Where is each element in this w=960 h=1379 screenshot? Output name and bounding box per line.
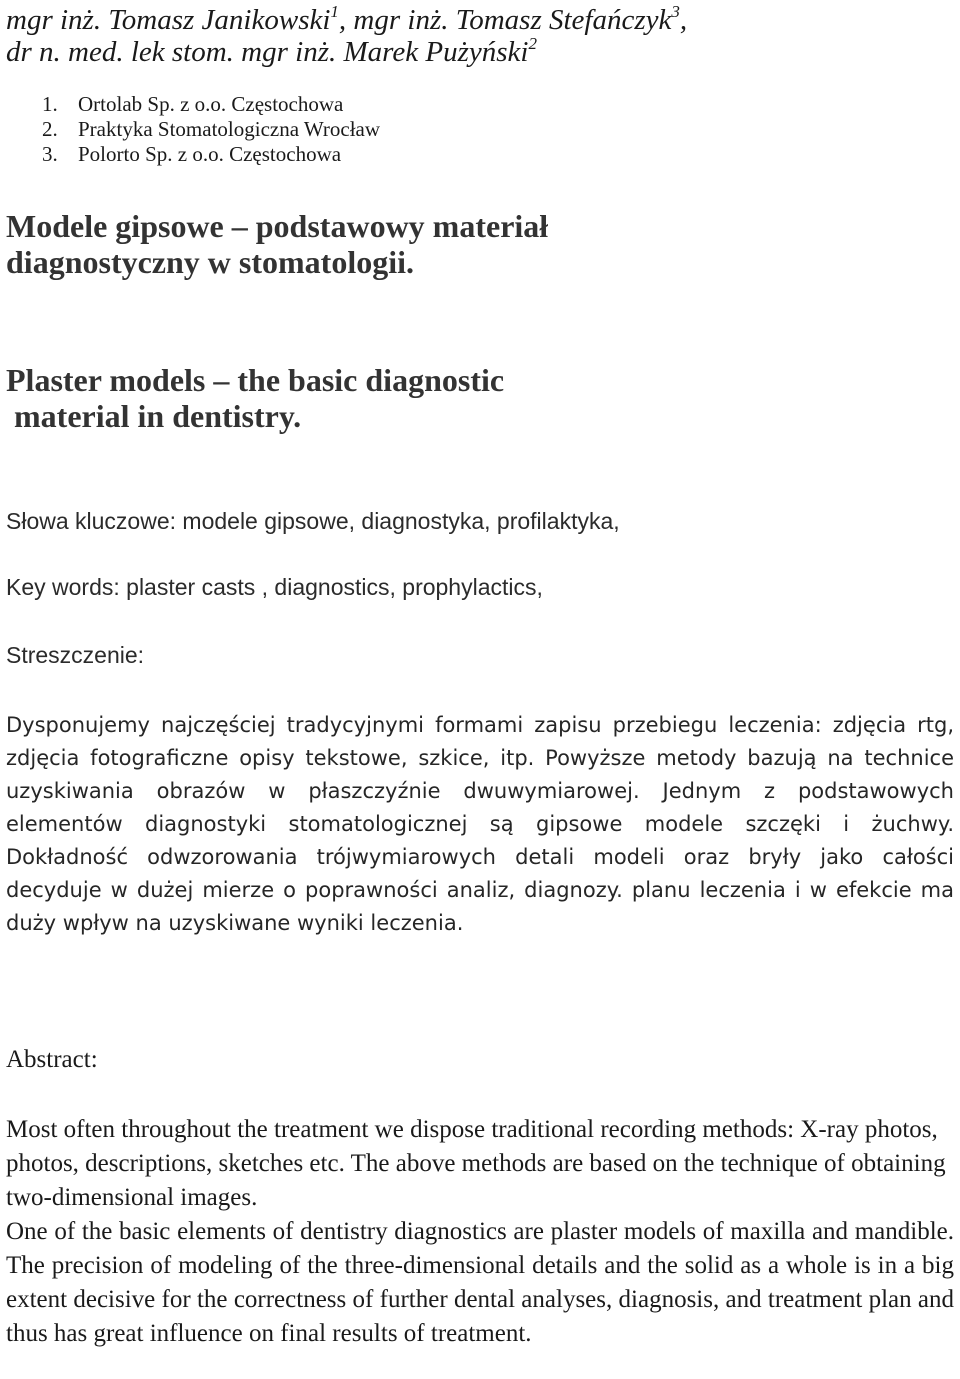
abstract-paragraph: Most often throughout the treatment we dispose traditional recording methods: X-ray photos, photos, descriptions, sketches etc. The above methods are based on the technique of obtaining two-dimensional images.: [6, 1116, 946, 1211]
affiliation-marker: 2: [528, 34, 537, 53]
affiliation-number: 2.: [42, 117, 58, 141]
abstract-heading: Abstract:: [6, 1046, 98, 1073]
author-list: [6, 4, 946, 68]
keywords-english: Key words: plaster casts , diagnostics, prophylactics,: [6, 574, 543, 600]
affiliation-item: [42, 117, 380, 142]
streszczenie-heading: Streszczenie:: [6, 642, 145, 668]
author-separator: ,: [338, 4, 354, 36]
affiliation-text: Ortolab Sp. z o.o. Częstochowa: [78, 92, 344, 116]
author-name: mgr inż. Tomasz Janikowski: [6, 4, 331, 36]
abstract-paragraph: One of the basic elements of dentistry diagnostics are plaster models of maxilla and mandible. The precision of modeling of the three-dimensional details and the solid as a whole is in a big extent decisive for the correctness of further dental analyses, diagnosis, and treatment plan and thus has great influence on final results of treatment.: [6, 1218, 954, 1347]
keywords-polish: Słowa kluczowe: modele gipsowe, diagnostyka, profilaktyka,: [6, 508, 620, 534]
title-english-line: material in dentistry.: [14, 398, 302, 434]
streszczenie-body: Dysponujemy najczęściej tradycyjnymi formami zapisu przebiegu leczenia: zdjęcia rtg, zdjęcia fotograficzne opisy tekstowe, szkice, itp. Powyższe metody bazują na technice uzyskiwania obrazów w płaszczyźnie dwuwymiarowej. Jednym z podstawowych elementów diagnostyki stomatologicznej są gipsowe modele szczęki i żuchwy. Dokładność odwzorowania trójwymiarowych detali modeli oraz bryły jako całości decyduje w dużej mierze o poprawności analiz, diagnozy. planu leczenia i w efekcie ma duży wpływ na uzyskiwane wyniki leczenia.: [6, 713, 954, 935]
author-name: dr n. med. lek stom. mgr inż. Marek Pużyński: [6, 36, 529, 68]
title-english-line: Plaster models – the basic diagnostic: [6, 362, 505, 398]
title-english: [6, 362, 706, 434]
affiliation-marker: 1: [330, 2, 339, 21]
affiliation-number: 3.: [42, 142, 58, 166]
affiliation-item: [42, 142, 380, 167]
affiliation-number: 1.: [42, 92, 58, 116]
affiliation-text: Polorto Sp. z o.o. Częstochowa: [78, 142, 342, 166]
affiliation-list: [42, 92, 380, 167]
affiliation-item: [42, 92, 380, 117]
author-name: mgr inż. Tomasz Stefańczyk: [353, 4, 672, 36]
abstract-body: [6, 1113, 954, 1351]
title-polish: Modele gipsowe – podstawowy materiał diagnostyczny w stomatologii.: [6, 208, 549, 280]
affiliation-marker: 3: [671, 2, 680, 21]
affiliation-text: Praktyka Stomatologiczna Wrocław: [78, 117, 381, 141]
author-separator: ,: [679, 4, 688, 36]
